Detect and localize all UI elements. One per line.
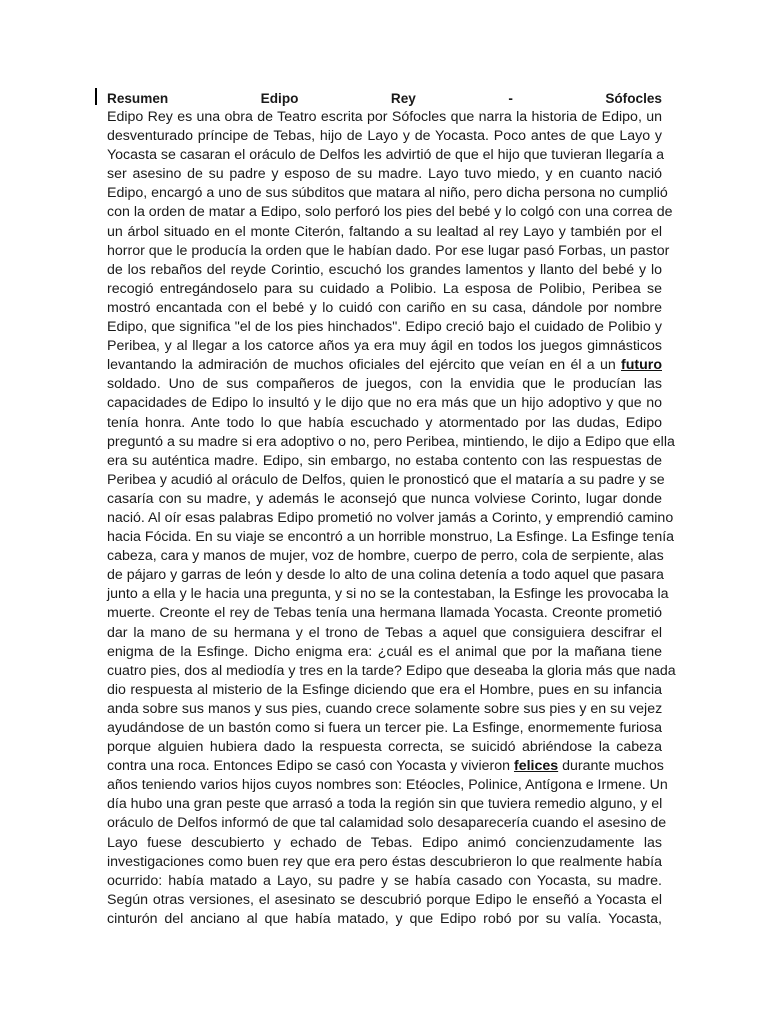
text-line: dar la mano de su hermana y el trono de Tebas a aquel que consiguiera descifrar el bbox=[107, 624, 662, 641]
text-line-with-keyword bbox=[107, 757, 662, 776]
text-line: enigma de la Esfinge. Dicho enigma era: ¿cuál es el animal que por la mañana tiene bbox=[107, 643, 662, 660]
text-line: tenía honra. Ante todo lo que había escuchado y atormentado por las dudas, Edipo bbox=[107, 414, 662, 431]
text-line: recogió entregándoselo para su cuidado a Polibio. La esposa de Polibio, Peribea se bbox=[107, 280, 662, 297]
text-line: capacidades de Edipo lo insultó y le dijo que no era más que un hijo adoptivo y que no bbox=[107, 395, 662, 412]
text-line: Layo fuese descubierto y echado de Tebas. Edipo animó concienzudamente las bbox=[107, 834, 662, 851]
text-line-part: contra una roca. Entonces Edipo se casó con Yocasta y vivieron bbox=[107, 758, 511, 775]
text-line: años teniendo varios hijos cuyos nombres son: Etéocles, Polinice, Antígona e Irmene. Un bbox=[107, 777, 668, 794]
text-line: Yocasta se casaran el oráculo de Delfos les advirtió de que el hijo que tuvieran llegaría a bbox=[107, 147, 665, 164]
title-word: Rey bbox=[390, 91, 416, 106]
text-line: horror que le producía la orden que le habían dado. Por ese lugar pasó Forbas, un pastor bbox=[107, 242, 670, 259]
text-line: Edipo, que significa "el de los pies hinchados". Edipo creció bajo el cuidado de Polibio y bbox=[107, 319, 662, 336]
keyword-link-felices[interactable]: felices bbox=[513, 758, 559, 775]
title-word: Resumen bbox=[107, 91, 169, 106]
text-line: junto a ella y le hacia una pregunta, y si no se la contestaban, la Esfinge les provocaba la bbox=[107, 586, 669, 603]
text-line: ser asesino de su padre y esposo de su madre. Layo tuvo miedo, y en cuanto nació bbox=[107, 166, 662, 183]
text-line: día hubo una gran peste que arrasó a toda la región sin que tuviera remedio alguno, y el bbox=[107, 796, 663, 813]
title-word: Sófocles bbox=[605, 91, 662, 106]
text-line-part: durante muchos bbox=[562, 758, 664, 775]
text-line: cuatro pies, dos al mediodía y tres en la tarde? Edipo que deseaba la gloria más que nada bbox=[107, 662, 676, 679]
text-line: mostró encantada con el bebé y lo cuidó con cariño en su casa, dándole por nombre bbox=[107, 299, 662, 316]
text-cursor bbox=[95, 88, 97, 105]
text-line: un árbol situado en el monte Citerón, faltando a su lealtad al rey Layo y también por el bbox=[107, 223, 662, 240]
text-line: Peribea, y al llegar a los catorce años ya era muy ágil en todos los juegos gimnásticos bbox=[107, 338, 662, 355]
text-line: anda sobre sus manos y sus pies, cuando crece solamente sobre sus pies y en su vejez bbox=[107, 700, 663, 717]
text-line: investigaciones como buen rey que era pero éstas descubrieron lo que realmente había bbox=[107, 853, 662, 870]
text-line: desventurado príncipe de Tebas, hijo de Layo y de Yocasta. Poco antes de que Layo y bbox=[107, 128, 662, 145]
text-line: hacia Fócida. En su viaje se encontró a un horrible monstruo, La Esfinge. La Esfinge tenía bbox=[107, 529, 675, 546]
text-line: preguntó a su madre si era adoptivo o no, pero Peribea, mintiendo, le dijo a Edipo que ella bbox=[107, 433, 675, 450]
text-line-part: levantando la admiración de muchos oficiales del ejército que veían en él a un bbox=[107, 357, 616, 374]
text-line: de los rebaños del reyde Corintio, escuchó los grandes lamentos y llanto del bebé y lo bbox=[107, 261, 662, 278]
text-line: de pájaro y garras de león y desde lo alto de una colina detenía a todo aquel que pasara bbox=[107, 567, 664, 584]
text-line: nació. Al oír esas palabras Edipo prometió no volver jamás a Corinto, y emprendió camino bbox=[107, 509, 674, 526]
text-line: cinturón del anciano al que había matado, y que Edipo robó por su valía. Yocasta, bbox=[107, 910, 662, 927]
text-line: porque alguien hubiera dado la respuesta correcta, se suicidó abriéndose la cabeza bbox=[107, 739, 662, 756]
text-line: Según otras versiones, el asesinato se descubrió porque Edipo le enseñó a Yocasta el bbox=[107, 891, 662, 908]
text-line: Peribea y acudió al oráculo de Delfos, quien le pronosticó que el mataría a su padre y se bbox=[107, 471, 665, 488]
title-word: - bbox=[508, 91, 513, 106]
text-line: muerte. Creonte el rey de Tebas tenía una hermana llamada Yocasta. Creonte prometió bbox=[107, 605, 662, 622]
text-line: soldado. Uno de sus compañeros de juegos, con la envidia que le producían las bbox=[107, 376, 662, 393]
document-title bbox=[107, 89, 662, 108]
document-page bbox=[107, 89, 676, 929]
keyword-link-futuro[interactable]: futuro bbox=[621, 357, 662, 374]
text-line: ayudándose de un bastón como si fuera un tercer pie. La Esfinge, enormemente furiosa bbox=[107, 720, 662, 736]
text-line: dio respuesta al misterio de la Esfinge diciendo que era el Hombre, pues en su infancia bbox=[107, 681, 662, 698]
text-line: con la orden de matar a Edipo, solo perforó los pies del bebé y lo colgó con una correa de bbox=[107, 204, 673, 221]
text-line: cabeza, cara y manos de mujer, voz de hombre, cuerpo de perro, cola de serpiente, alas bbox=[107, 548, 664, 565]
text-line: oráculo de Delfos informó de que tal calamidad solo desaparecería cuando el asesino de bbox=[107, 815, 667, 832]
text-line-with-keyword bbox=[107, 356, 662, 375]
text-line: ocurrido: había matado a Layo, su padre y se había casado con Yocasta, su madre. bbox=[107, 872, 662, 889]
body-text bbox=[107, 108, 676, 929]
text-line: casaría con su madre, y además le aconsejó que nunca volviese Corinto, lugar donde bbox=[107, 490, 662, 507]
text-line: Edipo Rey es una obra de Teatro escrita por Sófocles que narra la historia de Edipo, un bbox=[107, 109, 662, 125]
text-line: Edipo, encargó a uno de sus súbditos que matara al niño, pero dicha persona no cumplió bbox=[107, 185, 668, 202]
text-line: era su auténtica madre. Edipo, sin embargo, no estaba contento con las respuestas de bbox=[107, 452, 662, 469]
title-word: Edipo bbox=[260, 91, 299, 106]
